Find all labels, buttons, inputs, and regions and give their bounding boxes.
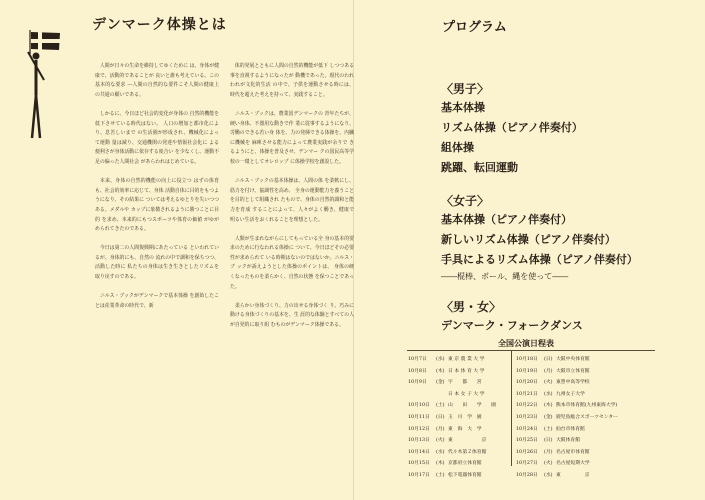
program-item: 手具によるリズム体操（ピアノ伴奏付） xyxy=(441,253,638,266)
program-item: リズム体操（ピアノ伴奏付） xyxy=(441,121,583,134)
schedule-column-right xyxy=(516,354,618,482)
article-column-1 xyxy=(95,62,219,321)
article-paragraph: 今日は第二の人間復興期にあたっている といわれているが、身体的にも、自然の 流れの中で調和を保ちつつ、活動した時に 私たちの身体は生き生きとしたリズムを 取り戻すのである。 xyxy=(95,245,219,281)
article-column-2 xyxy=(230,62,354,340)
schedule-row: 10月10日 (土) 山 田 学 園 xyxy=(408,403,496,409)
article-paragraph: 人間が日々の生命を維持してゆくために は、身体が健康で、活動的であることが 良いと誰も考えている。この基本的な要求 ―人間の自然的な要件こそ人間の健康上 の共通の願いである。 xyxy=(95,63,219,98)
category-heading-men: 〈男子〉 xyxy=(441,82,490,96)
schedule-row: 10月13日 (火) 東 京 xyxy=(408,438,487,444)
program-note: ――棍棒、ボール、縄を使って―― xyxy=(441,272,569,281)
schedule-row: 10月25日 (日) 大阪体育館 xyxy=(516,438,580,444)
schedule-divider xyxy=(407,350,655,351)
schedule-row: 10月18日 (日) 大阪中央体育館 xyxy=(516,357,590,362)
schedule-row: 10月7日 (水) 東 京 農 業 大 学 xyxy=(408,357,485,362)
gymnast-figure-icon xyxy=(20,50,60,140)
schedule-column-divider xyxy=(511,350,512,466)
left-page-title: デンマーク体操とは xyxy=(92,17,227,33)
article-paragraph: 本来、身体の自然的機能の向上に役立つ はずの体育も、社会的効率に応じて、身体 活動自体に目的をもつようになり、その結果に ついては考えるゆとりを失いつつある。メダルや カップに象徴されるように勝つことに目的 を求め、本来的にもつスポーツや体育の価値 がゆがめられてきたのである。 xyxy=(95,178,219,233)
category-heading-women: 〈女子〉 xyxy=(441,194,490,208)
category-heading-mixed: 〈男・女〉 xyxy=(441,300,502,314)
schedule-row: 10月19日 (月) 大阪市立体育館 xyxy=(516,368,590,374)
schedule-row: 10月15日 (木) 京都府立体育館 xyxy=(408,461,482,467)
schedule-row: 10月8日 (木) 日 本 体 育 大 学 xyxy=(408,368,485,374)
program-item: 新しいリズム体操（ピアノ伴奏付） xyxy=(441,233,616,246)
schedule-title: 全国公演日程表 xyxy=(498,338,554,348)
program-item: 基本体操 xyxy=(441,101,485,114)
schedule-row: 10月11日 (日) 玉 川 学 園 xyxy=(408,414,482,420)
schedule-row: 10月14日 (水) 代々木第２体育館 xyxy=(408,449,487,455)
schedule-row: 10月12日 (月) 東 海 大 学 xyxy=(408,426,482,432)
schedule-row: 日 本 女 子 大 学 xyxy=(448,391,485,397)
schedule-row: 10月24日 (土) 仙台市体育館 xyxy=(516,426,585,432)
program-item: 基本体操（ピアノ伴奏付） xyxy=(441,213,573,226)
schedule-row: 10月28日 (水) 東 京 xyxy=(516,472,590,478)
schedule-column-left xyxy=(408,354,496,482)
schedule-row: 10月26日 (月) 名古屋市体育館 xyxy=(516,449,590,455)
schedule-row: 10月27日 (火) 名古屋短期大学 xyxy=(516,461,590,467)
program-item: 跳躍、転回運動 xyxy=(441,161,518,174)
article-paragraph: しかるに、今日ほど社会的変化が身体の 自然的機能を低下させている時代はない。 人口の増加と都市化により、息苦しいまで の生活圏が形成され、機械化によって運動 量は減り、交通機関の発達や情報社会化に よる便利さが身体活動に依存する度合い を少なくし、運動不足の偏った人間社会 があらわれはじめている。 xyxy=(95,110,219,165)
program-title: プログラム xyxy=(442,20,507,35)
schedule-row: 10月22日 (木) 熊本市体育館(九州東海大学) xyxy=(516,403,618,409)
schedule-row: 10月21日 (水) 九州女子大学 xyxy=(516,391,585,397)
article-paragraph: 人類が生まれながらにしてもっている全 身の基本的要求のために行なわれる体操に ついて、今日ほどその必要性が求められて いる時期はないのではないか。ニルス・ブ ックが訴えようとした体操のポイントは、 身体の硬くなったものを柔らかく、自然の状態 を保つことであった。 xyxy=(230,235,354,290)
article-paragraph: ニルス・ブックは、農業国デンマークの 青年たちが、硬い身体、不器用な動きで作 業に従事するようになり、労働のできる若い身 体を、力の発揮できる体操を、内臓に機械を 麻痺させる能力によって農業実践が余りで きるようにと、体操を普及させ、デンマー クの国民高等学校の一環としてオレロップ に体操学校を創設した。 xyxy=(230,110,354,165)
schedule-row: 10月23日 (金) 鹿児島総合スポーツセンター xyxy=(516,414,618,420)
article-paragraph: ニルス・ブックがデンマークで基本体操 を創始したことは産業革命の時代で、新 xyxy=(95,293,219,309)
article-paragraph: ニルス・ブックの基本体操は、人間の体 を柔軟にし、筋力を付け、協調性を高め、 全身の運動能力を養うことを目的として組織され たもので、身体の自然的調和と能力を育成 することによって、人々がよく働き、健康で 明るい生活をおくれることを理想とした。 xyxy=(230,178,354,223)
schedule-row: 10月17日 (土) 松下電器体育館 xyxy=(408,472,482,478)
article-paragraph: 柔らかい身体づくり、力の出せる身体づく り、巧みに動ける身体づくりの基本を、生 涯的な体験とすべての人が自発的に取り組 むものがデンマーク体操である。 xyxy=(230,302,354,329)
article-paragraph: 体的発展とともに人間の自然的機能が低下 しつつある事を直視するようになったが 動機であった。現代のわれわれが文化的生活 の中で、子供を運動させる時には、 時代を超えた考えを持って、実践すること。 xyxy=(230,63,354,98)
schedule-row: 10月9日 (金) 宇 都 宮 xyxy=(408,380,482,386)
program-list xyxy=(441,80,701,336)
program-item: 組体操 xyxy=(441,141,474,154)
schedule-row: 10月20日 (火) 東豊中高等学校 xyxy=(516,380,590,386)
program-item: デンマーク・フォークダンス xyxy=(441,319,583,332)
